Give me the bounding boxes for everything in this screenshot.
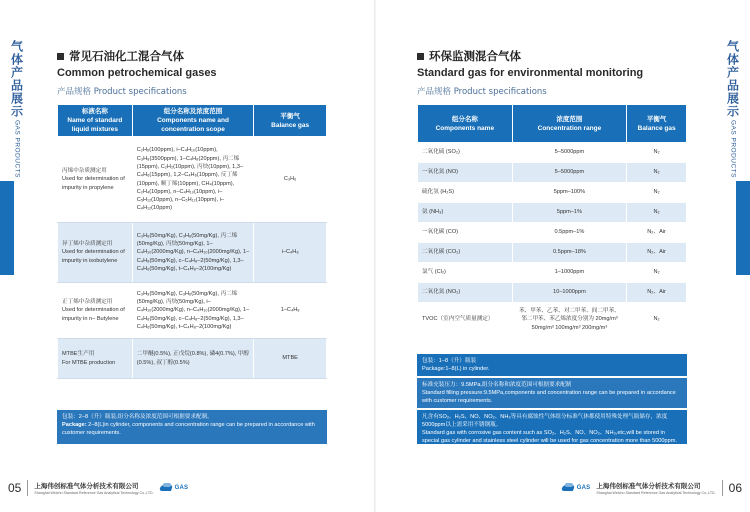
- side-title-en: GAS PRODUCTS: [13, 120, 21, 179]
- side-title: [720, 40, 746, 178]
- component-cell: 硫化氢 (H₂S): [418, 183, 513, 203]
- spec-label: 产品规格 Product specifications: [417, 87, 547, 97]
- table-row: [58, 283, 327, 339]
- table-row: [418, 223, 687, 243]
- table-row: [418, 263, 687, 283]
- range-cell: 1–1000ppm: [512, 263, 627, 283]
- section-heading: [417, 48, 643, 79]
- balance-cell: N₂、Air: [627, 283, 687, 303]
- pressure-note: 标准充装压力：9.5MPa,组分名称和浓度范围可根据要求配制 Standard filling pressure:9.5MPa,components and concentration range can be prepared in accordance with customer requirements.: [417, 378, 687, 408]
- balance-cell: N₂: [627, 143, 687, 163]
- table-row: [418, 203, 687, 223]
- components-cell: C₃H₈(50mg/Kg), C₃H₆(50mg/Kg), 丙二烯(50mg/Kg), 丙炔(50mg/Kg), i–C₄H₁₀(2000mg/Kg), n–C₄H₁₀(2000mg/Kg), 1–C₄H₈(50mg/Kg), c–C₄H₈–2(50mg/Kg), 1,3–C₄H₆(50mg/Kg), t–C₄H₈–2(100mg/Kg): [132, 283, 254, 339]
- heading-cn: 常见石油化工混合气体: [69, 49, 184, 63]
- balance-cell: N₂: [627, 203, 687, 223]
- table-row: [418, 283, 687, 303]
- footer-divider: [27, 480, 28, 496]
- component-cell: 氨 (NH₃): [418, 203, 513, 223]
- side-tab-bar: [0, 181, 14, 275]
- header-components: 组分名称及浓度范围 Components name and concentration scope: [132, 105, 254, 137]
- header-name: 标液名称 Name of standard liquid mixtures: [58, 105, 133, 137]
- footer-divider: [722, 480, 723, 496]
- balance-cell: C₃H₆: [254, 137, 327, 223]
- section-heading: [57, 48, 217, 79]
- side-title-cn: 气体产品展示: [725, 40, 740, 118]
- side-title: [4, 40, 30, 178]
- balance-cell: 1–C₄H₈: [254, 283, 327, 339]
- company-name: 上海伟创标准气体分析技术有限公司 Shanghai Weichu Standard Reference Gas Analytical Technology Co.,LTD.: [596, 482, 716, 495]
- mixture-name: 正丁烯中杂质测定用 Used for determination of impurity in n– Butylene: [58, 283, 133, 339]
- component-cell: 二氧化碳 (CO₂): [418, 243, 513, 263]
- table-row: [58, 339, 327, 379]
- balance-cell: N₂、Air: [627, 243, 687, 263]
- component-cell: 氯气 (Cl₂): [418, 263, 513, 283]
- company-logo: GAS: [562, 483, 591, 493]
- page-right: [375, 0, 750, 512]
- mixture-name: MTBE生产用 For MTBE production: [58, 339, 133, 379]
- square-bullet-icon: [417, 53, 424, 60]
- table-row: [58, 137, 327, 223]
- header-range: 浓度范围 Concentration range: [512, 105, 627, 143]
- balance-cell: N₂、Air: [627, 223, 687, 243]
- page-number: 06: [728, 481, 742, 495]
- heading-en: Common petrochemical gases: [57, 67, 217, 79]
- balance-cell: N₂: [627, 163, 687, 183]
- components-cell: C₃H₈(50mg/Kg), C₃H₆(50mg/Kg), 丙二烯(50mg/Kg), 丙炔(50mg/Kg), 1–C₄H₁₀(2000mg/Kg), n–C₄H₁₀(2000mg/Kg), 1–C₄H₈(50mg/Kg), c–C₄H₈–2(50mg/Kg), 1,3–C₄H₆(50mg/Kg), t–C₄H₈–2(100mg/Kg): [132, 223, 254, 283]
- square-bullet-icon: [57, 53, 64, 60]
- side-title-cn: 气体产品展示: [9, 40, 24, 118]
- footer: [8, 478, 188, 498]
- range-cell: 0.5ppm–1%: [512, 223, 627, 243]
- environmental-table: [417, 104, 687, 337]
- table-header-row: [58, 105, 327, 137]
- package-note: 包装：1–8（升）瓶装 Package:1–8(L) in cylinder.: [417, 354, 687, 376]
- table-row: [418, 143, 687, 163]
- package-note: 包装：2–8（升）瓶装,组分名称及浓度范围可根据要求配制。 Package: 2–8(L)in cylinder, components and concentration range can be prepared in accordance with customer requirements.: [57, 410, 327, 444]
- side-tab-bar: [736, 181, 750, 275]
- range-cell: 0.5ppm–18%: [512, 243, 627, 263]
- company-name: 上海伟创标准气体分析技术有限公司 Shanghai Weichu Standard Reference Gas Analytical Technology Co.,LTD.: [34, 482, 154, 495]
- corrosive-gas-note: 凡含有SO₂、H₂S、NO、NO₂、NH₃等具有腐蚀性气体组分标准气体都使用特殊处理气瓶储存，浓度5000ppm以上需采用不锈钢瓶。 Standard gas with corrosive gas content such as SO₂、H₂S、NO、NO₂、NH₃,etc,will be stored in special gas cylinder and stainless steel cylinder will be used for gas concentration more than 5000ppm.: [417, 410, 687, 444]
- component-cell: 一氧化氮 (NO): [418, 163, 513, 183]
- header-balance: 平衡气 Balance gas: [627, 105, 687, 143]
- range-cell: 5–5000ppm: [512, 163, 627, 183]
- spec-label: 产品规格 Product specifications: [57, 87, 187, 97]
- mixture-name: 丙烯中杂质测定用 Used for determination of impurity in propylene: [58, 137, 133, 223]
- balance-cell: N₂: [627, 303, 687, 337]
- components-cell: C₂H₆(100ppm), i–C₄H₁₀(10ppm), C₃H₈(3500ppm), 1–C₄H₈(20ppm), 丙二烯(15ppm), C₂H₂(10ppm), 丙炔(10ppm), 1,3–C₄H₆(15ppm), 1,2–C₄H₆(10ppm), 反丁烯(10ppm), 顺丁烯(10ppm), CH₄(10ppm), C₂H₄(10ppm), n–C₄H₁₀(10ppm), i–C₅H₁₂(10ppm), n–C₅H₁₂(10ppm), i–C₄H₁₂(10ppm): [132, 137, 254, 223]
- header-balance: 平衡气 Balance gas: [254, 105, 327, 137]
- table-row: [418, 303, 687, 337]
- balance-cell: i–C₄H₈: [254, 223, 327, 283]
- company-logo: GAS: [160, 483, 189, 493]
- mixture-name: 异丁烯中杂质测定用 Used for determination of impurity in isobutylene: [58, 223, 133, 283]
- range-cell: 10–1000ppm: [512, 283, 627, 303]
- logo-swoosh-icon: [562, 483, 576, 493]
- page-number: 05: [8, 481, 22, 495]
- range-cell: 5ppm–1%: [512, 203, 627, 223]
- heading-cn: 环保监测混合气体: [429, 49, 521, 63]
- table-row: [418, 183, 687, 203]
- table-row: [418, 243, 687, 263]
- side-title-en: GAS PRODUCTS: [729, 120, 737, 179]
- table-row: [58, 223, 327, 283]
- header-components: 组分名称 Components name: [418, 105, 513, 143]
- range-cell: 5–5000ppm: [512, 143, 627, 163]
- range-cell: 苯、甲苯、乙苯、对二甲苯、间二甲苯、邻二甲苯、苯乙烯浓度分别为 20mg/m³ 50mg/m³ 100mg/m³ 200mg/m³: [512, 303, 627, 337]
- component-cell: TVOC（室内空气质量测定）: [418, 303, 513, 337]
- footer: [562, 478, 742, 498]
- table-row: [418, 163, 687, 183]
- component-cell: 二氧化硫 (SO₂): [418, 143, 513, 163]
- petrochemical-table: [57, 104, 327, 379]
- logo-swoosh-icon: [160, 483, 174, 493]
- heading-en: Standard gas for environmental monitoring: [417, 67, 644, 79]
- range-cell: 5ppm–100%: [512, 183, 627, 203]
- components-cell: 二甲醚(0.5%), 正戊烷(0.8%), 磷4(0.7%), 甲醇(0.5%), 叔丁醇(0.5%): [132, 339, 254, 379]
- balance-cell: N₂: [627, 263, 687, 283]
- component-cell: 二氧化氮 (NO₂): [418, 283, 513, 303]
- table-header-row: [418, 105, 687, 143]
- balance-cell: MTBE: [254, 339, 327, 379]
- component-cell: 一氧化碳 (CO): [418, 223, 513, 243]
- balance-cell: N₂: [627, 183, 687, 203]
